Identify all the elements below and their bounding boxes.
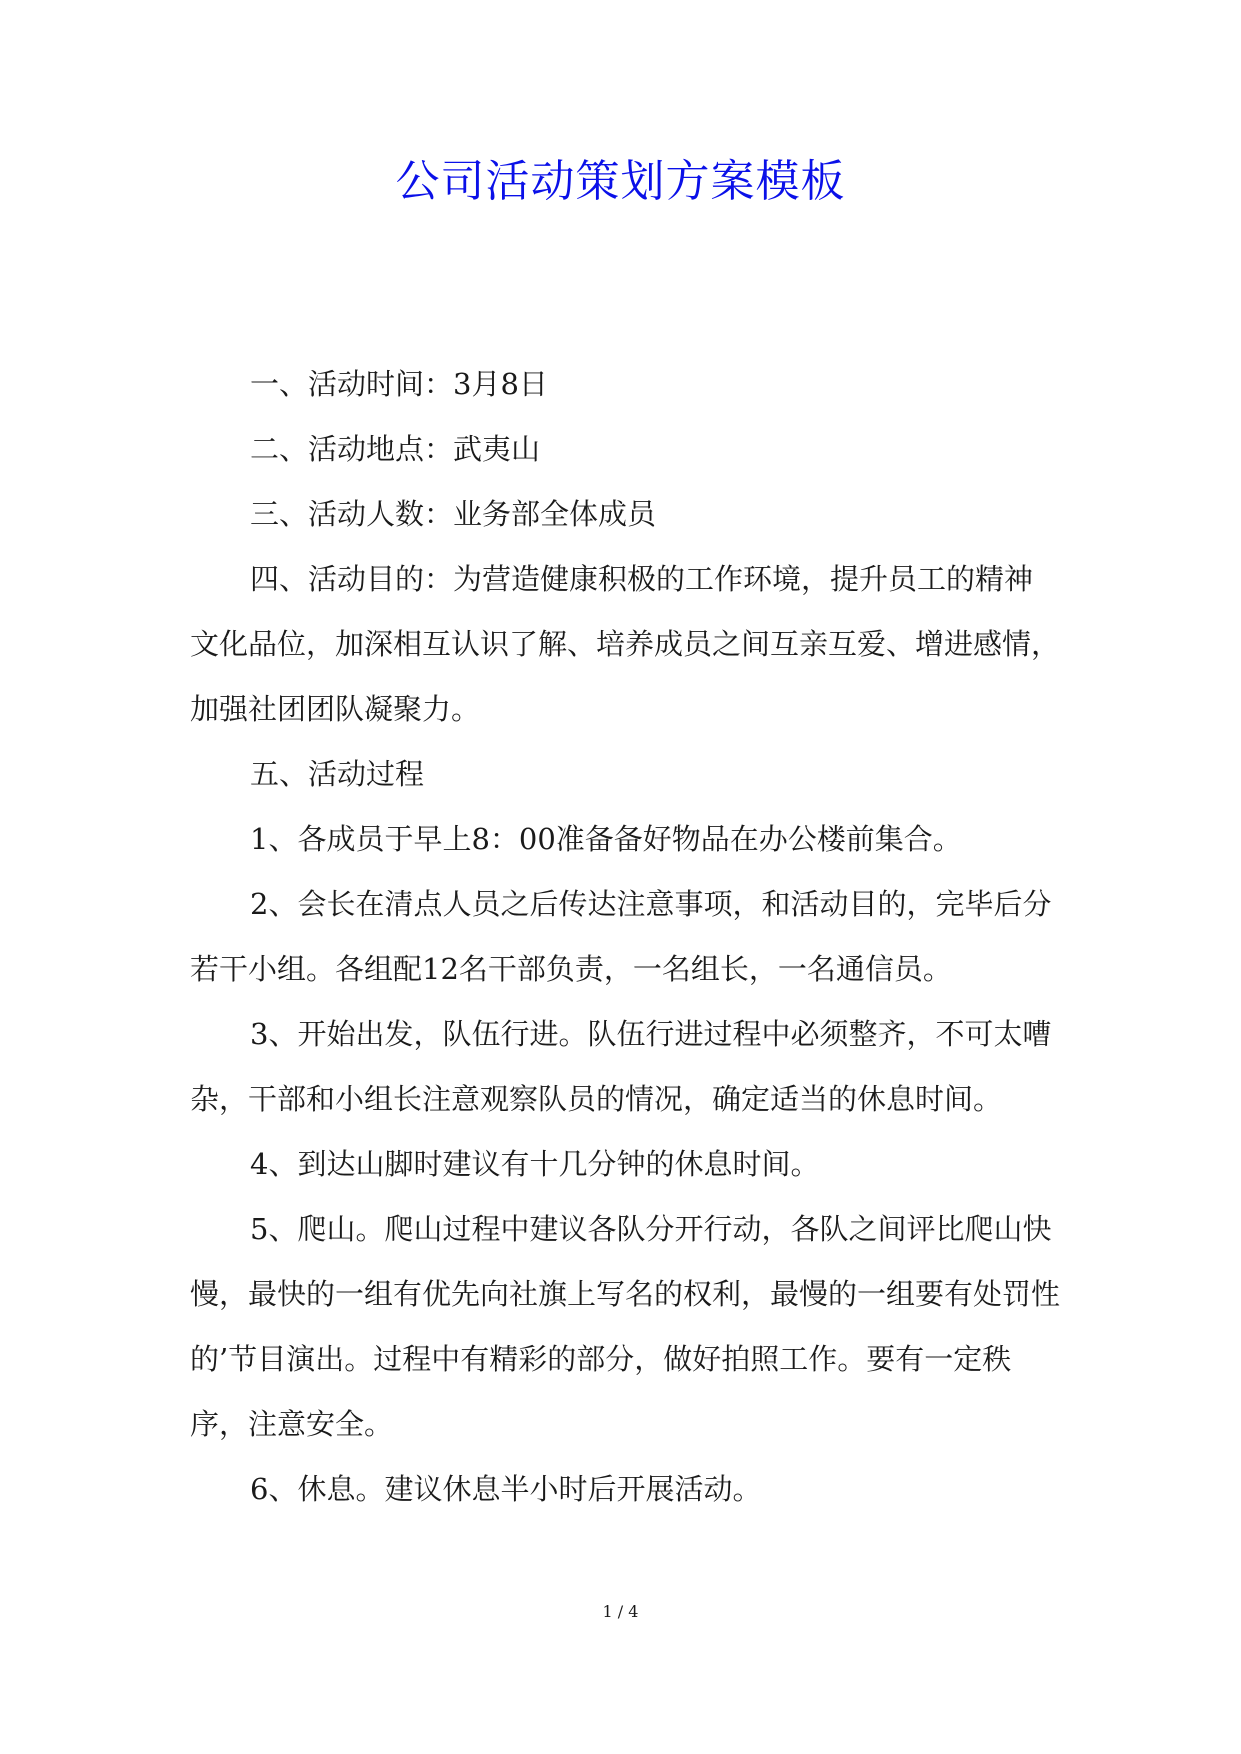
- paragraph-step-1: 1、各成员于早上8：00准备备好物品在办公楼前集合。: [250, 822, 962, 856]
- page-number: 1 / 4: [602, 1602, 639, 1621]
- document-title: 公司活动策划方案模板: [395, 156, 846, 207]
- paragraph-activity-time: 一、活动时间：3月8日: [250, 367, 548, 401]
- document-body: [190, 352, 1060, 1522]
- paragraph-step-6: 6、休息。建议休息半小时后开展活动。: [250, 1472, 762, 1506]
- paragraph-activity-purpose: 四、活动目的：为营造健康积极的工作环境，提升员工的精神文化品位，加深相互认识了解、培养成员之间互亲互爱、增进感情，加强社团团队凝聚力。: [190, 562, 1061, 726]
- paragraph-step-4: 4、到达山脚时建议有十几分钟的休息时间。: [250, 1147, 820, 1181]
- paragraph-activity-participants: 三、活动人数：业务部全体成员: [250, 497, 657, 531]
- paragraph-step-2: 2、会长在清点人员之后传达注意事项，和活动目的，完毕后分若干小组。各组配12名干部负责，一名组长，一名通信员。: [190, 887, 1052, 986]
- paragraph-step-3: 3、开始出发，队伍行进。队伍行进过程中必须整齐，不可太嘈杂，干部和小组长注意观察队员的情况，确定适当的休息时间。: [190, 1017, 1052, 1116]
- paragraph-activity-location: 二、活动地点：武夷山: [250, 432, 541, 466]
- paragraph-step-5: 5、爬山。爬山过程中建议各队分开行动，各队之间评比爬山快慢，最快的一组有优先向社旗上写名的权利，最慢的一组要有处罚性的’节目演出。过程中有精彩的部分，做好拍照工作。要有一定秩序，注意安全。: [190, 1212, 1061, 1441]
- paragraph-activity-process-heading: 五、活动过程: [250, 757, 425, 791]
